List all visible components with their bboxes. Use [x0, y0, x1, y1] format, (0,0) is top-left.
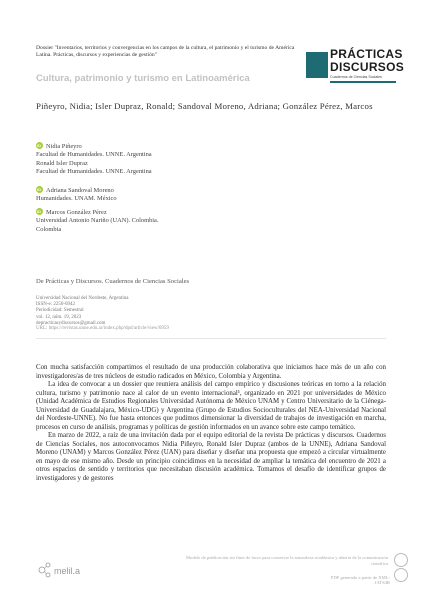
journal-meta-line: vol. 12, núm. 19, 2023	[36, 314, 82, 320]
affiliation-line: Universidad Antonio Nariño (UAN). Colombia.	[36, 217, 159, 225]
footer-note: Modelo de publicación sin fines de lucro para conservar la naturaleza académica y abierta de la comunicación científica	[185, 555, 388, 566]
orcid-icon[interactable]	[36, 208, 43, 215]
journal-meta-line: Universidad Nacional del Nordeste, Argentina	[36, 296, 129, 301]
journal-meta-line: ISSN-e: 2250-6942	[36, 302, 76, 308]
article-title: Cultura, patrimonio y turismo en Latinoamérica	[36, 73, 250, 84]
body-paragraph: La idea de convocar a un dossier que reuniera análisis del campo empírico y discusiones teóricas en torno a la relación cultura, turismo y patrimonio nace al calor de un evento internacional¹, organizado en 2021 por universidades de México (Unidad Académica de Estudios Regionales Universidad Autónoma de México UNAM y Centro Universitario de la Ciénega-Universidad de Guadalajara, México-UDG) y Argentina (Grupo de Estudios Socioculturales del NEA-Universidad Nacional del Nordeste-UNNE). No fue hasta entonces que pudimos dimensionar la diversidad de trabajos de investigación en marcha, procesos en curso de análisis, programas y políticas de gestión informados en un avance sobre este campo temático.	[36, 381, 386, 431]
affiliation-name: Ronald Isler Dupraz	[36, 159, 88, 167]
journal-meta-line: Periodicidad: Semestral	[36, 308, 84, 314]
affiliation-name: Adriana Sandoval Moreno	[46, 187, 114, 194]
logo-line2: DISCURSOS	[330, 60, 405, 74]
logo-bar	[330, 81, 396, 83]
journal-metadata	[36, 296, 256, 327]
affiliation-name: Marcos González Pérez	[46, 209, 107, 216]
orcid-icon[interactable]	[36, 142, 43, 149]
cc-license-icon[interactable]	[394, 553, 408, 567]
affiliation-line: Facultad de Humanidades. UNNE. Argentina	[36, 151, 152, 159]
affiliation-line: Colombia	[36, 225, 62, 233]
footer-page: PDF generado a partir de XML-JATS4R	[330, 575, 390, 585]
body-paragraph: En marzo de 2022, a raíz de una invitación dada por el equipo editorial de la revista De prácticas y discursos. Cuadernos de Ciencias Sociales, nos autoconvocamos Nidia Piñeyro, Ronald Isler Dupraz (ambos de la UNNE), Adriana Sandoval Moreno (UNAM) y Marcos González Pérez (UAN) para diseñar y diseñar una propuesta que empezó a circular virtualmente en mayo de ese mismo año. Desde un principio coincidimos en la necesidad de ampliar la temática del encuentro de 2021 a otros espacios de sentido y territorios que necesitaban discusión académica. Tomamos el desafío de identificar grupos de investigadores y de gestores	[36, 432, 386, 482]
body-paragraph: Con mucha satisfacción compartimos el resultado de una producción colaborativa que iniciamos hace más de un año con investigadores/as de tres núcleos de estudio radicados en México, Colombia y Argentina.	[36, 364, 386, 380]
logo-tagline: Cuadernos de Ciencias Sociales	[330, 75, 382, 79]
journal-logo	[306, 44, 405, 88]
divider	[36, 338, 386, 339]
logo-line1: PRÁCTICAS	[330, 47, 403, 61]
affiliation-line: Humanidades. UNAM. México	[36, 195, 117, 203]
affiliation-line: Facultad de Humanidades. UNNE. Argentina	[36, 168, 152, 176]
footer-brand: melil.a	[54, 566, 81, 576]
melila-logo-icon	[36, 557, 106, 583]
affiliation-name: Nidia Piñeyro	[46, 143, 82, 150]
journal-name: De Prácticas y Discursos. Cuadernos de Ciencias Sociales	[36, 278, 190, 285]
article-url-link[interactable]: URL: https://revistas.unne.edu.ar/index.php/dpd/article/view/6959	[36, 326, 169, 331]
article-authors: Piñeyro, Nidia; Isler Dupraz, Ronald; Sandoval Moreno, Adriana; González Pérez, Marcos	[36, 101, 373, 111]
affiliation-3	[36, 208, 356, 234]
article-body	[36, 364, 386, 483]
orcid-icon[interactable]	[36, 186, 43, 193]
cc-by-icon[interactable]	[394, 568, 408, 582]
journal-email-link[interactable]: depracticasydiscursos@gmail.com	[36, 320, 106, 326]
dossier-header: Dossier "Inventarios, territorios y convergencias en los campos de la cultura, el patrimonio y el turismo de América Latina. Prácticas, discursos y experiencias de gestión"	[36, 45, 295, 59]
affiliation-1	[36, 142, 356, 177]
logo-square-icon	[306, 52, 328, 78]
affiliation-2	[36, 186, 356, 204]
